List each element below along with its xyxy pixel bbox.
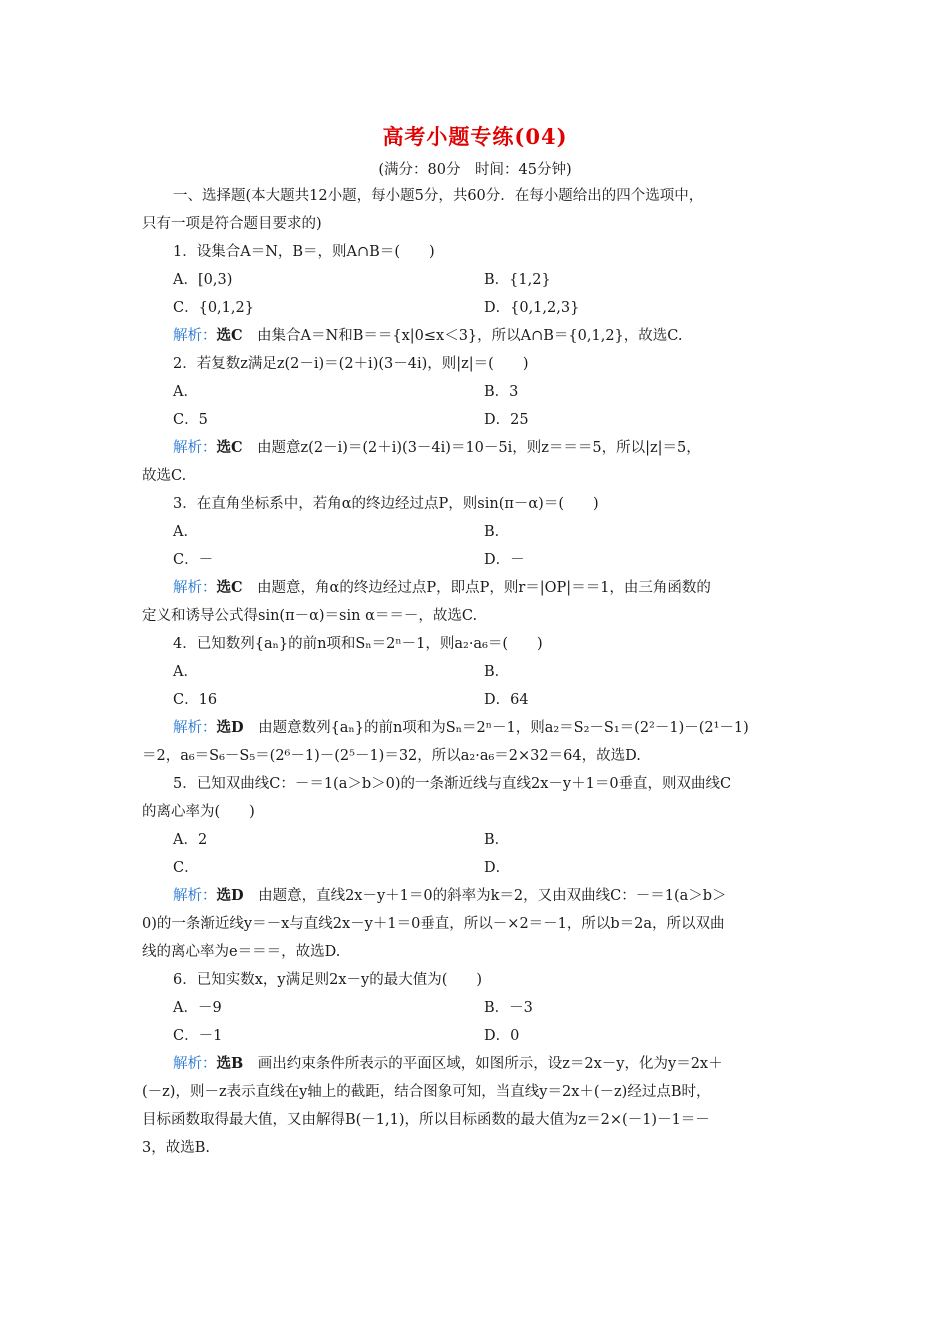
answer-text: 由题意z(2－i)＝(2＋i)(3－4i)＝10－5i，则z＝＝＝5，所以|z|＝5， [242, 440, 701, 456]
question-stem: 3．在直角坐标系中，若角α的终边经过点P，则sin(π－α)＝( ) [173, 496, 599, 512]
option-c: C．5 [173, 412, 208, 428]
answer-text: 0)的一条渐近线y＝－x与直线2x－y＋1＝0垂直，所以－×2＝－1，所以b＝2a，所以双曲 [142, 916, 725, 932]
answer-label: 解析： [173, 888, 217, 904]
section-intro-line: 只有一项是符合题目要求的) [142, 216, 322, 232]
option-b: B．－3 [484, 1000, 533, 1016]
answer-choice: 选C [216, 327, 243, 344]
option-b: B． [484, 832, 510, 848]
option-c: C．－ [173, 552, 214, 568]
question-stem: 6．已知实数x，y满足则2x－y的最大值为( ) [173, 972, 483, 988]
answer-label: 解析： [173, 440, 217, 456]
answer-choice: 选C [216, 579, 243, 596]
answer-choice: 选C [216, 439, 243, 456]
option-b: B． [484, 524, 510, 540]
answer-text: 定义和诱导公式得sin(π－α)＝sin α＝＝－，故选C. [142, 608, 478, 624]
option-b: B．{1,2} [484, 272, 551, 288]
answer-line [173, 578, 711, 598]
answer-text: 画出约束条件所表示的平面区域，如图所示，设z＝2x－y，化为y＝2x＋ [243, 1056, 723, 1072]
answer-text: 线的离心率为e＝＝＝，故选D. [142, 944, 341, 960]
answer-text: 由集合A＝N和B＝＝{x|0≤x＜3}，所以A∩B＝{0,1,2}，故选C. [242, 328, 683, 344]
page-subtitle: (满分：80分 时间：45分钟) [378, 162, 572, 178]
page-title: 高考小题专练(04) [382, 124, 568, 149]
question-stem: 1．设集合A＝N，B＝，则A∩B＝( ) [173, 244, 435, 260]
answer-label: 解析： [173, 1056, 217, 1072]
option-c: C．{0,1,2} [173, 300, 254, 316]
answer-text: (－z)，则－z表示直线在y轴上的截距，结合图象可知，当直线y＝2x＋(－z)经过点B时， [142, 1084, 711, 1100]
answer-choice: 选B [216, 1055, 244, 1072]
answer-text: 目标函数取得最大值，又由解得B(－1,1)，所以目标函数的最大值为z＝2×(－1)－1＝－ [142, 1112, 710, 1128]
answer-text: ＝2，a₆＝S₆－S₅＝(2⁶－1)－(2⁵－1)＝32，所以a₂·a₆＝2×32＝64，故选D. [142, 748, 641, 764]
option-a: A．2 [173, 832, 208, 848]
option-a: A． [173, 524, 198, 540]
option-b: B．3 [484, 384, 519, 400]
option-a: A． [173, 384, 198, 400]
answer-line [173, 1054, 723, 1074]
section-intro-line: 一、选择题(本大题共12小题，每小题5分，共60分．在每小题给出的四个选项中， [173, 188, 704, 204]
option-d: D．－ [484, 552, 525, 568]
answer-text: 由题意数列{aₙ}的前n项和为Sₙ＝2ⁿ－1，则a₂＝S₂－S₁＝(2²－1)－(2¹－1) [243, 720, 749, 736]
answer-text: 3，故选B. [142, 1140, 210, 1156]
option-d: D． [484, 860, 511, 876]
option-c: C． [173, 860, 199, 876]
answer-label: 解析： [173, 328, 217, 344]
answer-line [173, 438, 701, 458]
answer-choice: 选D [216, 719, 244, 736]
answer-line [173, 886, 727, 906]
answer-line [173, 326, 682, 346]
option-c: C．16 [173, 692, 218, 708]
answer-text: 由题意，直线2x－y＋1＝0的斜率为k＝2，又由双曲线C：－＝1(a＞b＞ [243, 888, 727, 904]
option-d: D．{0,1,2,3} [484, 300, 580, 316]
option-c: C．－1 [173, 1028, 223, 1044]
answer-label: 解析： [173, 720, 217, 736]
question-stem: 4．已知数列{aₙ}的前n项和Sₙ＝2ⁿ－1，则a₂·a₆＝( ) [173, 636, 543, 652]
question-stem: 2．若复数z满足z(2－i)＝(2＋i)(3－4i)，则|z|＝( ) [173, 356, 529, 372]
option-a: A． [173, 664, 198, 680]
answer-label: 解析： [173, 580, 217, 596]
option-d: D．0 [484, 1028, 520, 1044]
option-a: A．[0,3) [173, 272, 233, 288]
answer-line [173, 718, 749, 738]
answer-choice: 选D [216, 887, 244, 904]
answer-text: 故选C. [142, 468, 187, 484]
option-d: D．64 [484, 692, 529, 708]
option-b: B． [484, 664, 510, 680]
option-a: A．－9 [173, 1000, 222, 1016]
question-stem: 5．已知双曲线C：－＝1(a＞b＞0)的一条渐近线与直线2x－y＋1＝0垂直，则双曲线C [173, 776, 732, 792]
answer-text: 由题意，角α的终边经过点P，即点P，则r＝|OP|＝＝1，由三角函数的 [242, 580, 711, 596]
question-stem: 的离心率为( ) [142, 804, 255, 820]
option-d: D．25 [484, 412, 529, 428]
